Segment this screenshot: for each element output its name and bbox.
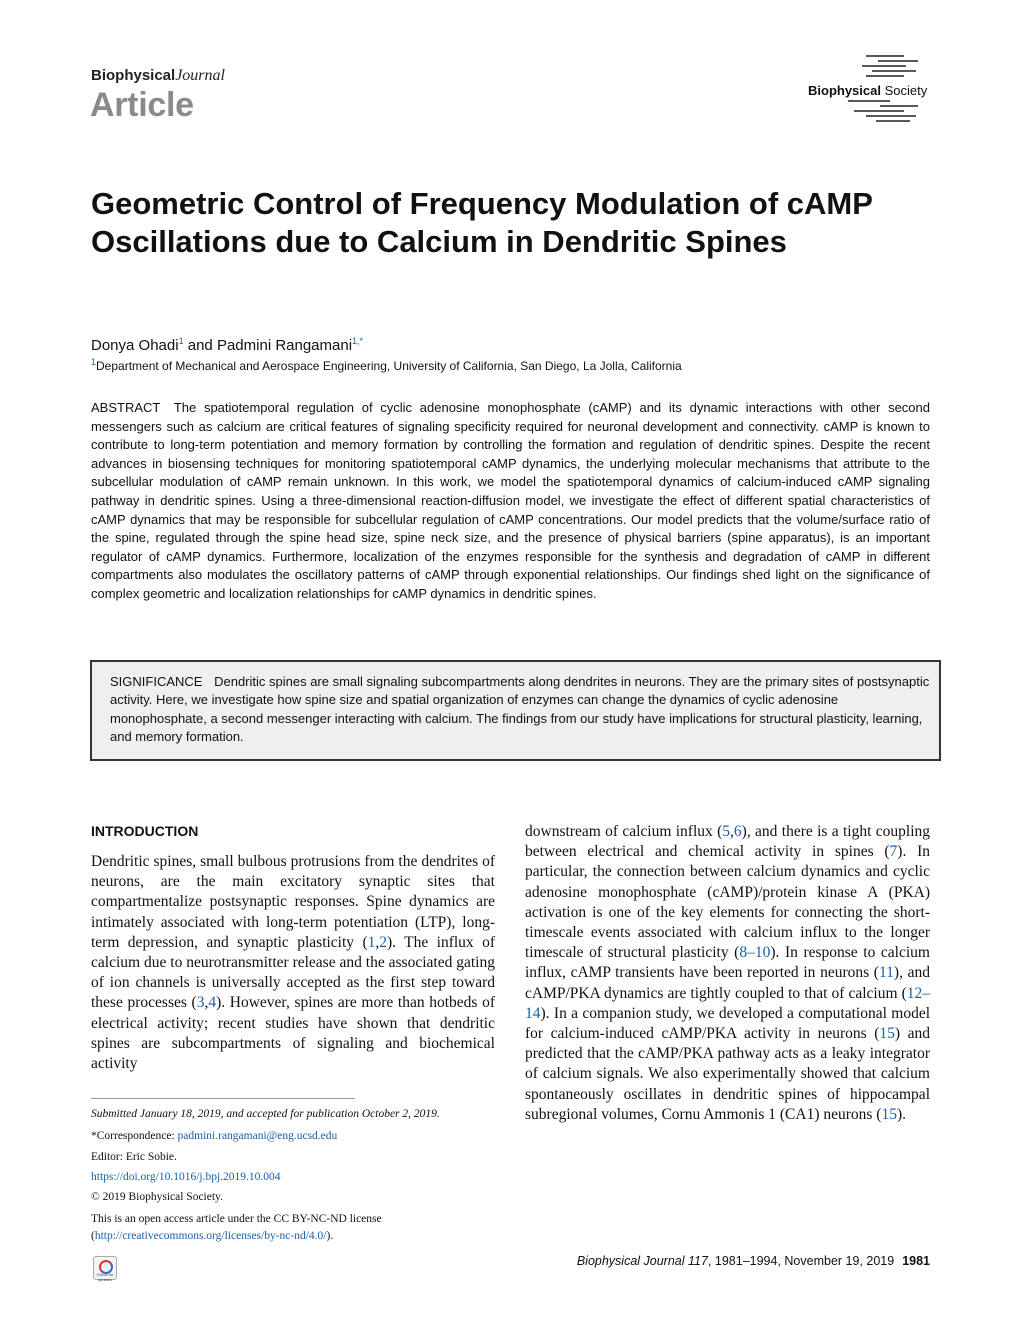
significance-box [90,660,941,761]
submission-note: Submitted January 18, 2019, and accepted for publication October 2, 2019. [91,1108,440,1120]
abstract-label: ABSTRACT [91,400,161,415]
body-text: ) and predicted that the cAMP/PKA pathway acts as a leaky integrator of calcium signals. We also experimentally showed that calcium spontaneously oscillates in dendritic spines of hippocampal subregional volumes, Cornu Ammonis 1 (CA1) neurons ( [525,1025,930,1123]
footnote-divider [91,1098,355,1099]
page-number: 1981 [902,1254,930,1268]
copyright-note: © 2019 Biophysical Society. [91,1191,223,1203]
journal-name: BiophysicalJournal [91,67,225,84]
body-text: ), and there is a tight coupling between electrical and chemical activity in spines ( [525,823,930,861]
reference-link[interactable]: 5 [722,823,731,840]
body-text: , [730,823,734,840]
reference-link[interactable]: 7 [889,843,898,861]
reference-link[interactable]: 15 [881,1105,897,1123]
intro-right-column [525,822,930,1125]
body-text: ). In particular, the connection between calcium dynamics and cyclic adenosine monophosphate (cAMP)/protein kinase A (PKA) activation is one of the key elements for connecting the short-timescale events associated with calcium influx to the longer timescale of structural plasticity ( [525,843,930,962]
society-name: Biophysical Society [808,83,928,98]
section-heading: INTRODUCTION [91,823,199,839]
reference-link[interactable]: 6 [733,823,742,840]
license-link[interactable]: http://creativecommons.org/licenses/by-nc-nd/4.0/ [94,1230,327,1242]
abstract-text: The spatiotemporal regulation of cyclic adenosine monophosphate (cAMP) and its dynamic interactions with other second messengers such as calcium are critical features of signaling specificity required for neuronal development and connectivity. cAMP is known to contribute to long-term potentiation and memory formation by controlling the formation and regulation of dendritic spines. Despite the recent advances in biosensing techniques for monitoring spatiotemporal cAMP dynamics, the underlying molecular mechanisms that attribute to the subcellular modulation of cAMP remain unknown. In this work, we model the spatiotemporal dynamics of calcium-induced cAMP signaling pathway in dendritic spines. Using a three-dimensional reaction-diffusion model, we investigate the effect of different spatial characteristics of cAMP dynamics that may be responsible for subcellular regulation of cAMP concentrations. Our model predicts that the volume/surface ratio of the spine, regulated through the spine head size, spine neck size, and the presence of physical barriers (spine apparatus), is an important regulator of cAMP dynamics. Furthermore, localization of the enzymes responsible for the synthesis and degradation of cAMP in different compartments also modulates the oscillatory patterns of cAMP through exponential relationships. Our findings shed light on the significance of complex geometric and localization relationships for cAMP dynamics in dendritic spines. [91,400,930,601]
significance-text: Dendritic spines are small signaling subcompartments along dendrites in neurons. They are the primary sites of postsynaptic activity. Here, we investigate how spine size and spatial organization of enzymes can change the dynamics of cyclic adenosine monophosphate, a second messenger interacting with calcium. The findings from our study have implications for structural plasticity, learning, and memory formation. [110,674,930,745]
reference-link[interactable]: 4 [208,994,217,1012]
doi-link[interactable]: https://doi.org/10.1016/j.bpj.2019.10.004 [91,1171,281,1183]
page-footer: Biophysical Journal 117, 1981–1994, November 19, 2019 1981 [576,1254,930,1268]
body-text: Dendritic spines, small bulbous protrusions from the dendrites of neurons, are the main excitatory synaptic sites that compartmentalize postsynaptic responses. Spine dynamics are intimately associated with long-term potentiation (LTP), long-term depression, and synaptic plasticity ( [91,853,495,951]
reference-link[interactable]: 3 [196,994,205,1012]
abstract [91,399,930,604]
reference-link[interactable]: 15 [879,1025,895,1043]
body-text: downstream of calcium influx ( [525,823,723,840]
author-name: Donya Ohadi [91,337,179,354]
reference-link[interactable]: 8–10 [739,944,771,962]
author-name: Padmini Rangamani [216,337,353,354]
author-list: Donya Ohadi$^1$ and Padmini Rangamani$^{1,*}$ [91,336,364,354]
license-note: This is an open access article under the CC BY-NC-ND license (http://creativecommons.org/licenses/by-nc-nd/4.0/). [91,1213,382,1242]
body-text: ), and cAMP/PKA dynamics are tightly coupled to that of calcium ( [525,964,931,1002]
check-for-updates-badge[interactable]: Check for updates [93,1256,117,1280]
correspondence-email-link[interactable]: padmini.rangamani@eng.ucsd.edu [177,1130,338,1142]
body-text: ). The influx of calcium due to neurotransmitter release and the associated gating of ion channels is universally accepted as the first step toward these processes ( [91,933,496,1012]
reference-link[interactable]: 11 [878,964,894,982]
body-text: , [375,933,380,951]
reference-link[interactable]: 1 [367,933,376,951]
affiliation: $^1$Department of Mechanical and Aerospace Engineering, University of California, San Diego, La Jolla, California [91,357,682,373]
reference-link[interactable]: 2 [379,933,387,951]
body-text: ). In response to calcium influx, cAMP transients have been reported in neurons ( [525,944,930,982]
significance-label: SIGNIFICANCE [110,674,203,689]
article-title: Geometric Control of Frequency Modulation of cAMP Oscillations due to Calcium in Dendritic Spines [91,186,873,259]
reference-link[interactable]: 12–14 [525,984,930,1022]
volume-number: 117 [688,1254,708,1268]
body-text: , [204,994,209,1012]
article-type-label: Article [90,86,194,124]
editor-note: Editor: Eric Sobie. [91,1151,177,1163]
body-text: ). In a companion study, we developed a computational model for calcium-induced cAMP/PKA activity in neurons ( [525,1004,930,1043]
correspondence-note: *Correspondence: padmini.rangamani@eng.ucsd.edu [91,1130,338,1142]
body-text: ). [896,1105,907,1123]
intro-left-column [91,852,495,1074]
body-text: ). However, spines are more than hotbeds of electrical activity; recent studies have shown that dendritic spines are subcompartments of signaling and biochemical activity [91,994,496,1073]
